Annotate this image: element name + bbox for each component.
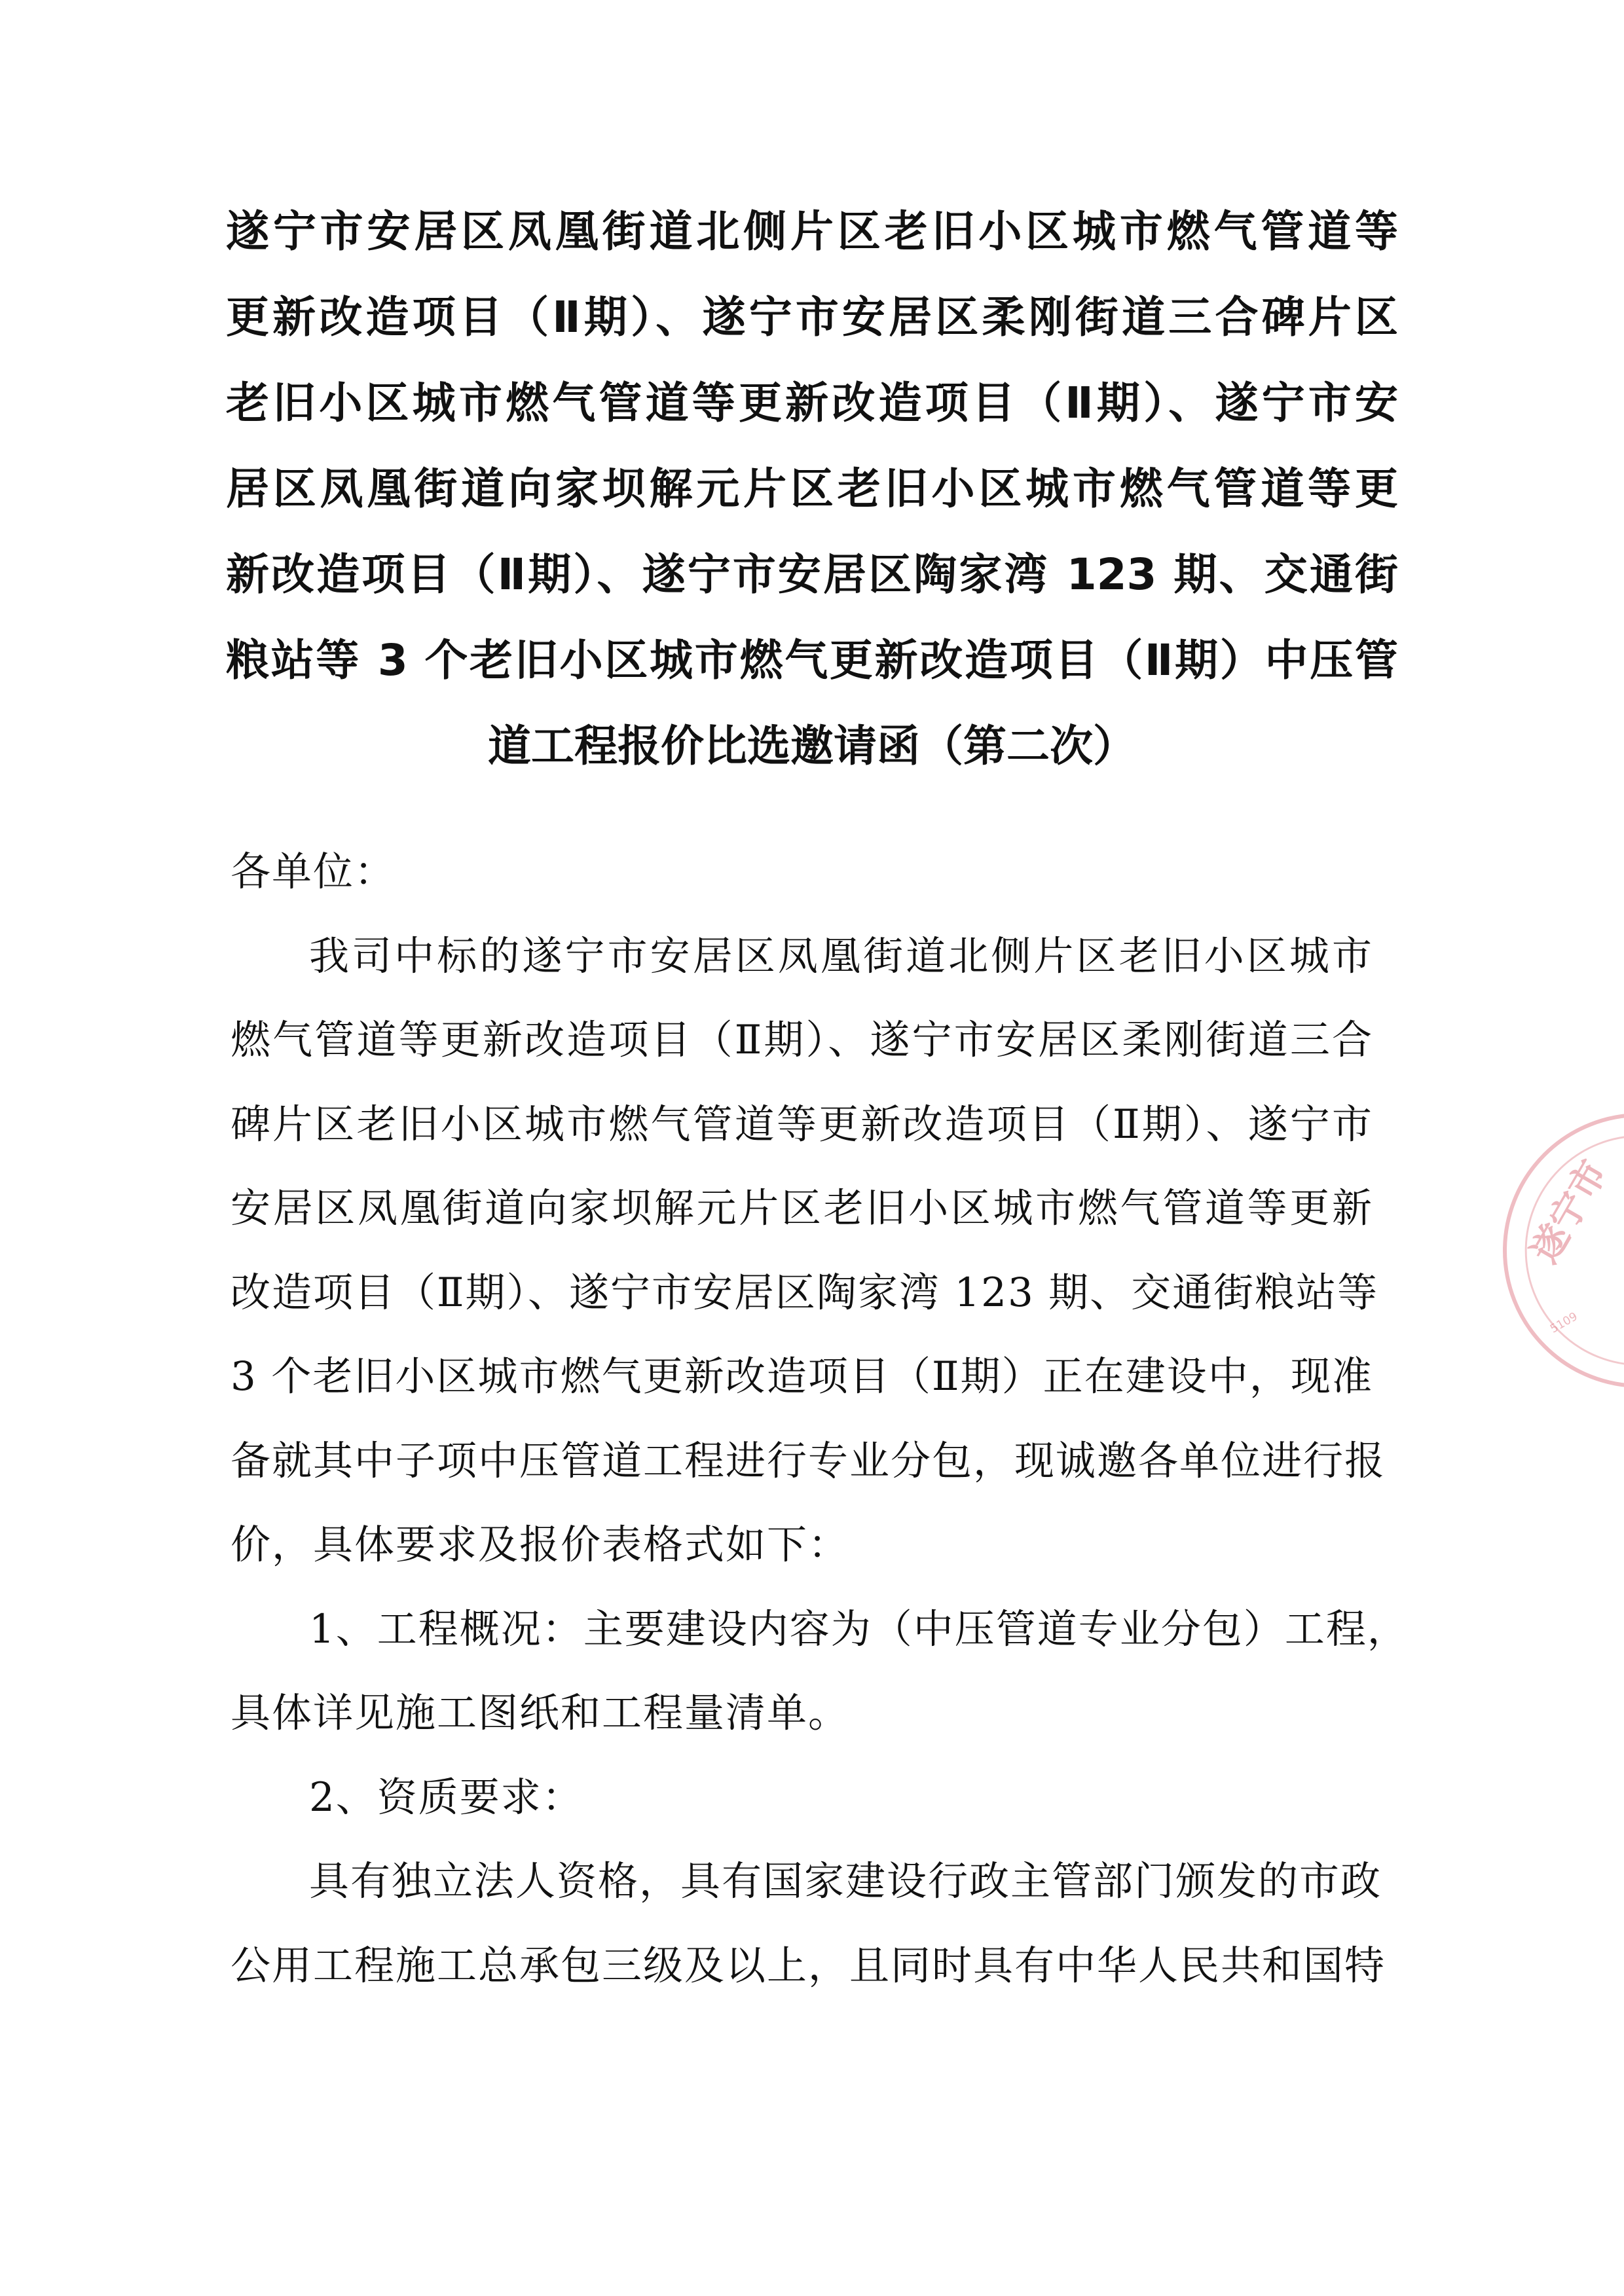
title-line: 居区凤凰街道向家坝解元片区老旧小区城市燃气管道等更 [226,464,1398,514]
section-2-line: 具有独立法人资格，具有国家建设行政主管部门颁发的市政 [309,1858,1382,1904]
body-line: 改造项目（Ⅱ期）、遂宁市安居区陶家湾 123 期、交通街粮站等 [231,1269,1379,1316]
section-1-line: 具体详见施工图纸和工程量清单。 [231,1690,850,1736]
seal-graphic [1507,1117,1624,1384]
document-body [231,830,1409,2008]
body-line: 燃气管道等更新改造项目（Ⅱ期）、遂宁市安居区柔刚街道三合 [231,1017,1373,1063]
body-line: 价，具体要求及报价表格式如下： [231,1522,850,1568]
salutation: 各单位： [231,848,396,895]
title-line: 新改造项目（Ⅱ期）、遂宁市安居区陶家湾 123 期、交通街 [226,549,1398,600]
svg-text:5109: 5109 [1548,1310,1580,1336]
title-line: 道工程报价比选邀请函（第二次） [488,721,1136,771]
section-2-heading: 2、资质要求： [309,1774,583,1821]
title-line: 更新改造项目（Ⅱ期）、遂宁市安居区柔刚街道三合碑片区 [226,292,1398,342]
section-1-line: 1、工程概况：主要建设内容为（中压管道专业分包）工程， [309,1605,1409,1652]
body-line: 安居区凤凰街道向家坝解元片区老旧小区城市燃气管道等更新 [231,1185,1373,1231]
body-line: 3 个老旧小区城市燃气更新改造项目（Ⅱ期）正在建设中，现准 [231,1353,1373,1400]
title-line: 老旧小区城市燃气管道等更新改造项目（Ⅱ期）、遂宁市安 [226,378,1398,428]
section-2-line: 公用工程施工总承包三级及以上，且同时具有中华人民共和国特 [231,1942,1386,1989]
body-line: 碑片区老旧小区城市燃气管道等更新改造项目（Ⅱ期）、遂宁市 [231,1101,1373,1148]
body-line: 备就其中子项中压管道工程进行专业分包，现诚邀各单位进行报 [231,1437,1386,1484]
svg-text:遂宁市: 遂宁市 [1523,1153,1616,1271]
company-seal [1503,1113,1624,1388]
body-line: 我司中标的遂宁市安居区凤凰街道北侧片区老旧小区城市 [309,932,1373,979]
title-line: 遂宁市安居区凤凰街道北侧片区老旧小区城市燃气管道等 [226,206,1398,257]
document-title [226,189,1398,789]
title-line: 粮站等 3 个老旧小区城市燃气更新改造项目（Ⅱ期）中压管 [226,635,1398,685]
